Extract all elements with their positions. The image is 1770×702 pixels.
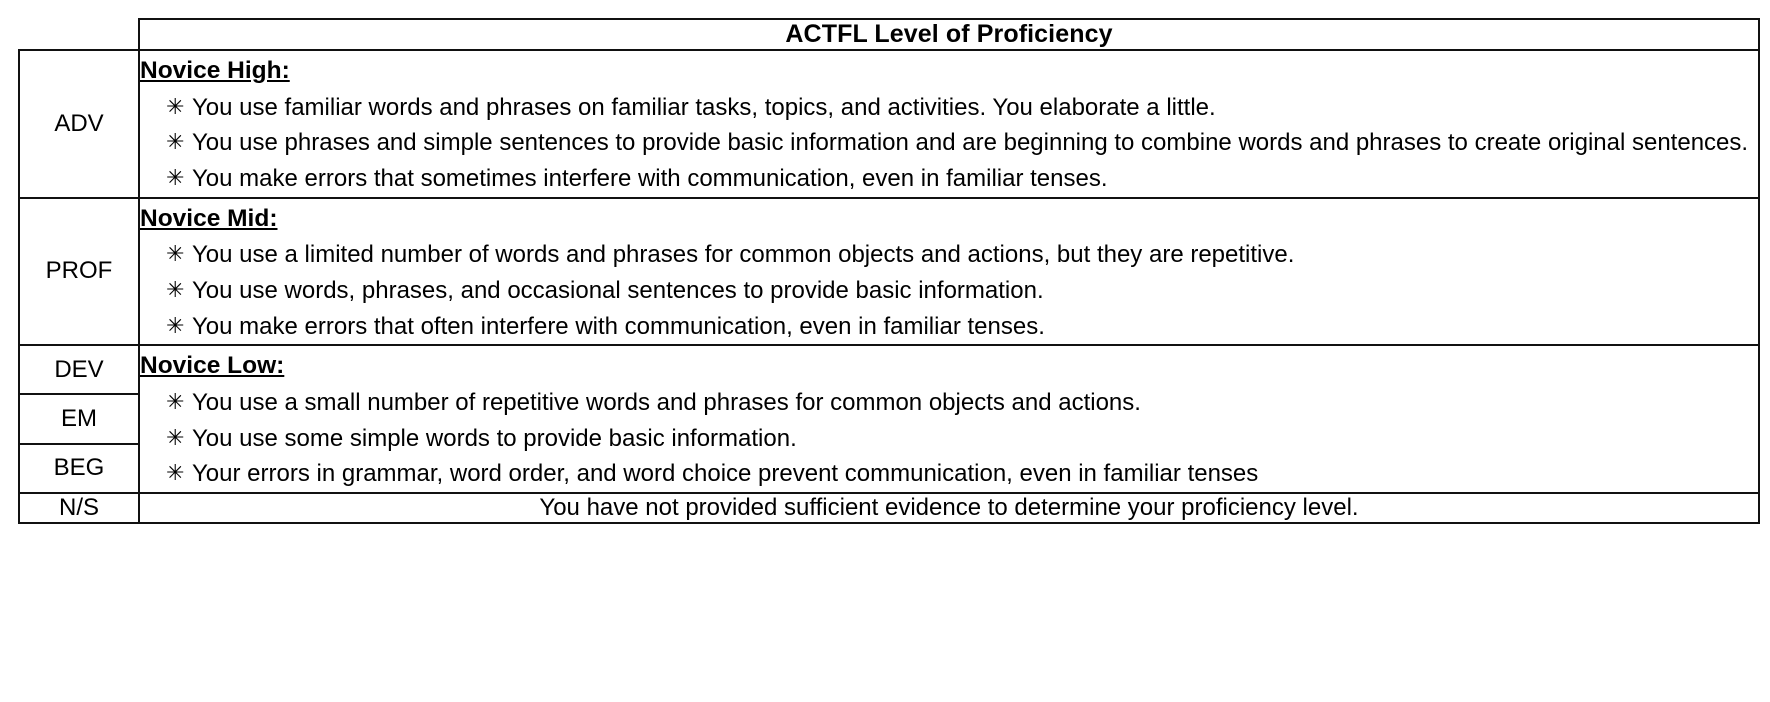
- table-row-adv: [19, 50, 1759, 198]
- bullet-text: Your errors in grammar, word order, and word choice prevent communication, even in familiar tenses: [192, 460, 1259, 488]
- asterisk-bullet-icon: ✳: [166, 164, 185, 190]
- bullet-text: You make errors that sometimes interfere with communication, even in familiar tenses.: [192, 164, 1108, 192]
- bullet-list-novice-high: [140, 91, 1758, 196]
- asterisk-bullet-icon: ✳: [166, 460, 185, 486]
- bullet-text: You use some simple words to provide basic information.: [192, 424, 797, 452]
- bullet-list-novice-low: [140, 386, 1758, 491]
- table-row-ns: [19, 493, 1759, 523]
- list-item: [166, 457, 1758, 491]
- empty-corner-cell: [19, 19, 139, 50]
- asterisk-bullet-icon: ✳: [166, 93, 185, 119]
- bullet-text: You use words, phrases, and occasional sentences to provide basic information.: [192, 276, 1044, 304]
- table-row-header: [19, 19, 1759, 50]
- bullet-list-novice-mid: [140, 238, 1758, 343]
- level-label-dev: DEV: [19, 345, 139, 394]
- list-item: [166, 386, 1758, 420]
- list-item: [166, 238, 1758, 272]
- band-novice-high: [139, 50, 1759, 198]
- list-item: [166, 126, 1758, 160]
- band-title-novice-low: Novice Low:: [140, 352, 285, 380]
- list-item: [166, 91, 1758, 125]
- list-item: [166, 310, 1758, 344]
- table-row-dev: [19, 345, 1759, 394]
- band-novice-low: [139, 345, 1759, 493]
- level-label-ns: N/S: [19, 493, 139, 523]
- asterisk-bullet-icon: ✳: [166, 388, 185, 414]
- list-item: [166, 162, 1758, 196]
- list-item: [166, 422, 1758, 456]
- asterisk-bullet-icon: ✳: [166, 312, 185, 338]
- level-label-em: EM: [19, 394, 139, 443]
- list-item: [166, 274, 1758, 308]
- bullet-text: You make errors that often interfere with communication, even in familiar tenses.: [192, 312, 1045, 340]
- band-title-novice-high: Novice High:: [140, 57, 290, 84]
- bullet-text: You use a limited number of words and phrases for common objects and actions, but they are repetitive.: [192, 241, 1295, 269]
- bullet-text: You use phrases and simple sentences to provide basic information and are beginning to combine words and phrases to create original sentences.: [192, 129, 1749, 157]
- level-label-prof: PROF: [19, 198, 139, 346]
- table-header-title: ACTFL Level of Proficiency: [139, 19, 1759, 50]
- level-label-adv: ADV: [19, 50, 139, 198]
- table-row-prof: [19, 198, 1759, 346]
- band-novice-mid: [139, 198, 1759, 346]
- bullet-text: You use a small number of repetitive words and phrases for common objects and actions.: [192, 388, 1141, 416]
- level-label-beg: BEG: [19, 444, 139, 493]
- proficiency-rubric-table: [18, 18, 1760, 524]
- asterisk-bullet-icon: ✳: [166, 241, 185, 267]
- asterisk-bullet-icon: ✳: [166, 129, 185, 155]
- bullet-text: You use familiar words and phrases on familiar tasks, topics, and activities. You elaborate a little.: [192, 93, 1216, 121]
- asterisk-bullet-icon: ✳: [166, 424, 185, 450]
- band-title-novice-mid: Novice Mid:: [140, 204, 278, 232]
- asterisk-bullet-icon: ✳: [166, 276, 185, 302]
- no-score-text: You have not provided sufficient evidence to determine your proficiency level.: [139, 493, 1759, 523]
